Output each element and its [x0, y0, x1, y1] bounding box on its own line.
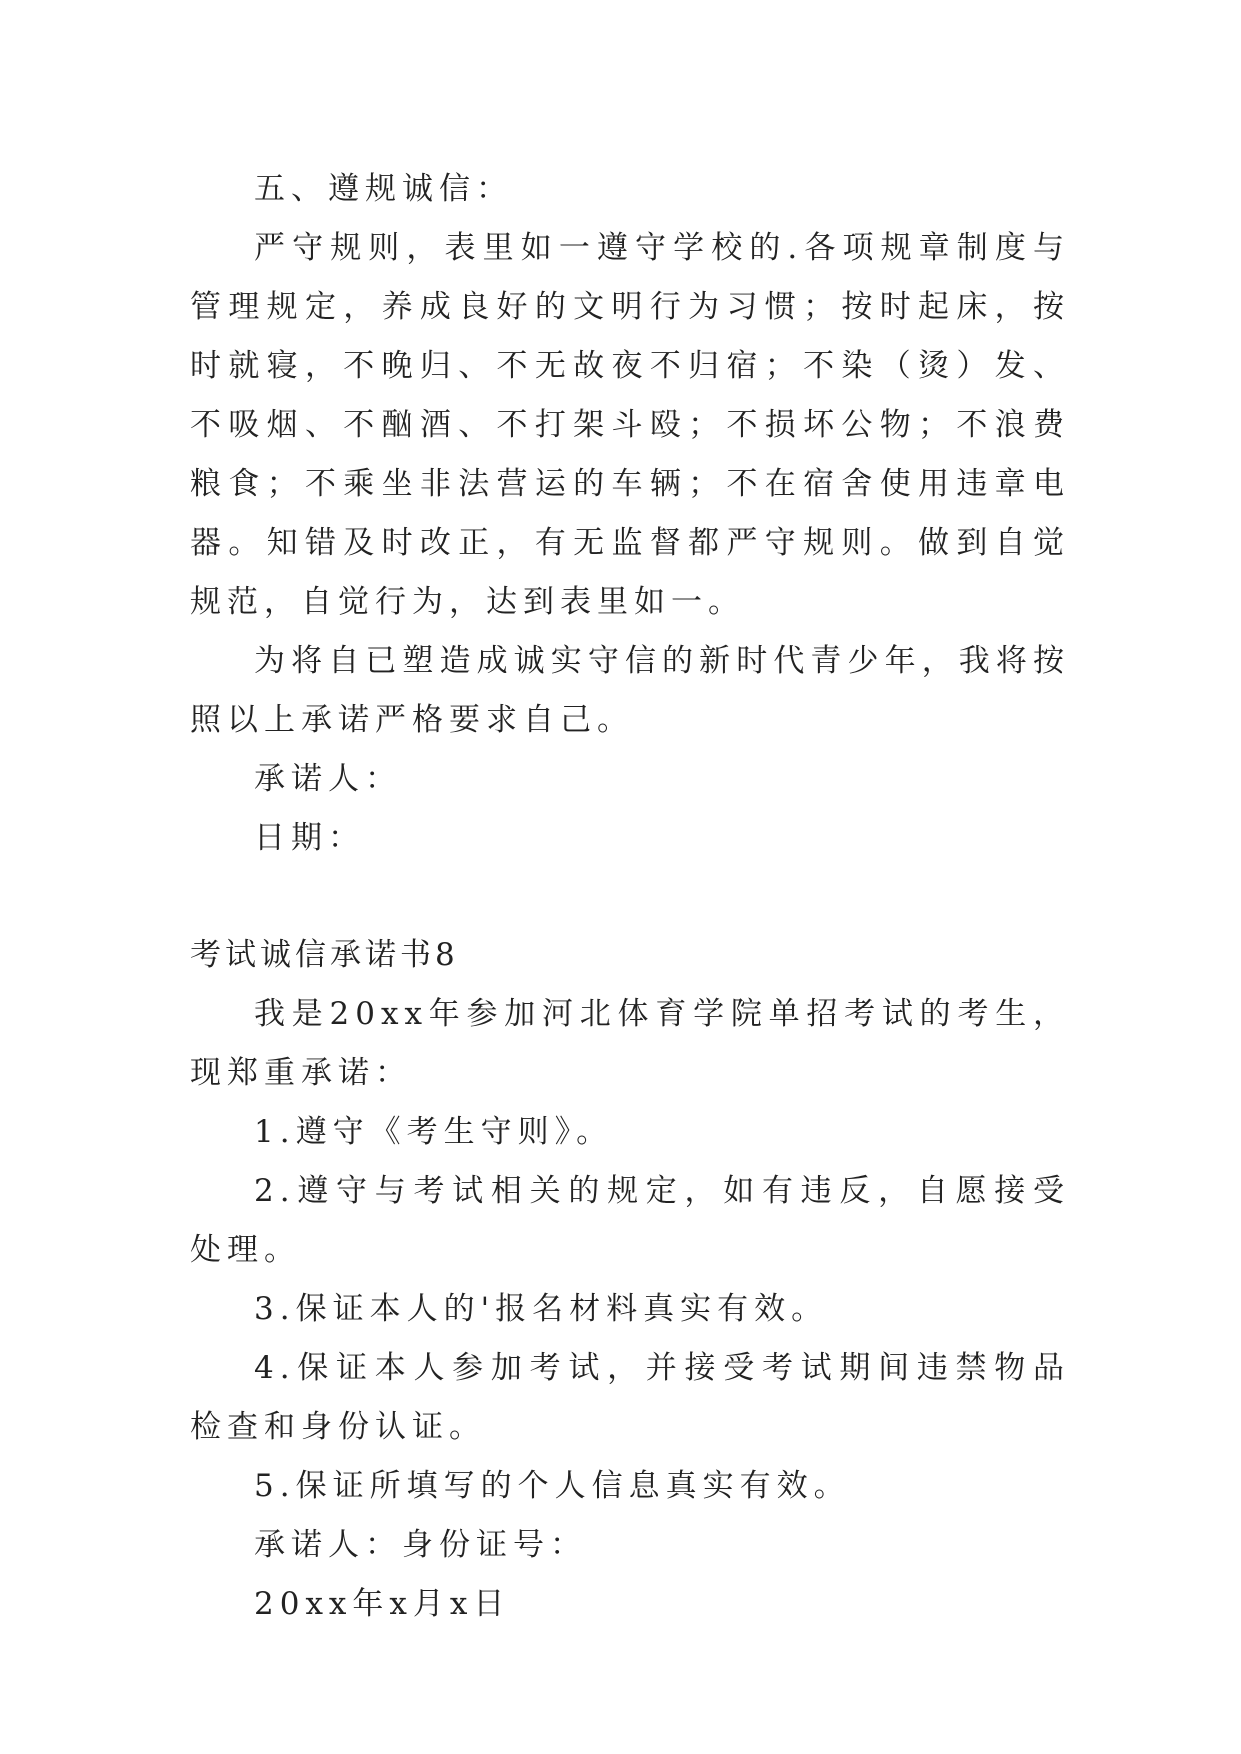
- document-title: 考试诚信承诺书8: [190, 937, 459, 973]
- body-paragraph: 严守规则，表里如一遵守学校的.各项规章制度与管理规定，养成良好的文明行为习惯；按时起床，按时就寝，不晚归、不无故夜不归宿；不染（烫）发、不吸烟、不酗酒、不打架斗殴；不损坏公物；不浪费粮食；不乘坐非法营运的车辆；不在宿舍使用违章电器。知错及时改正，有无监督都严守规则。做到自觉规范，自觉行为，达到表里如一。: [190, 230, 1070, 620]
- list-item: 5.保证所填写的个人信息真实有效。: [254, 1468, 851, 1504]
- signer-line: 承诺人：身份证号：: [254, 1527, 587, 1563]
- document-page: [190, 160, 1070, 1634]
- list-item: 2.遵守与考试相关的规定，如有违反，自愿接受处理。: [190, 1173, 1070, 1268]
- body-paragraph: 为将自已塑造成诚实守信的新时代青少年，我将按照以上承诺严格要求自己。: [190, 643, 1070, 738]
- intro-paragraph: 我是20xx年参加河北体育学院单招考试的考生，现郑重承诺：: [190, 996, 1070, 1091]
- list-item: 1.遵守《考生守则》。: [254, 1114, 614, 1150]
- date-line: 20xx年x月x日: [254, 1586, 511, 1622]
- signer-label: 承诺人：: [254, 761, 402, 797]
- section-heading: 五、遵规诚信：: [254, 171, 513, 207]
- list-item: 4.保证本人参加考试，并接受考试期间违禁物品检查和身份认证。: [190, 1350, 1070, 1445]
- date-label: 日期：: [254, 820, 365, 856]
- list-item: 3.保证本人的'报名材料真实有效。: [254, 1291, 829, 1327]
